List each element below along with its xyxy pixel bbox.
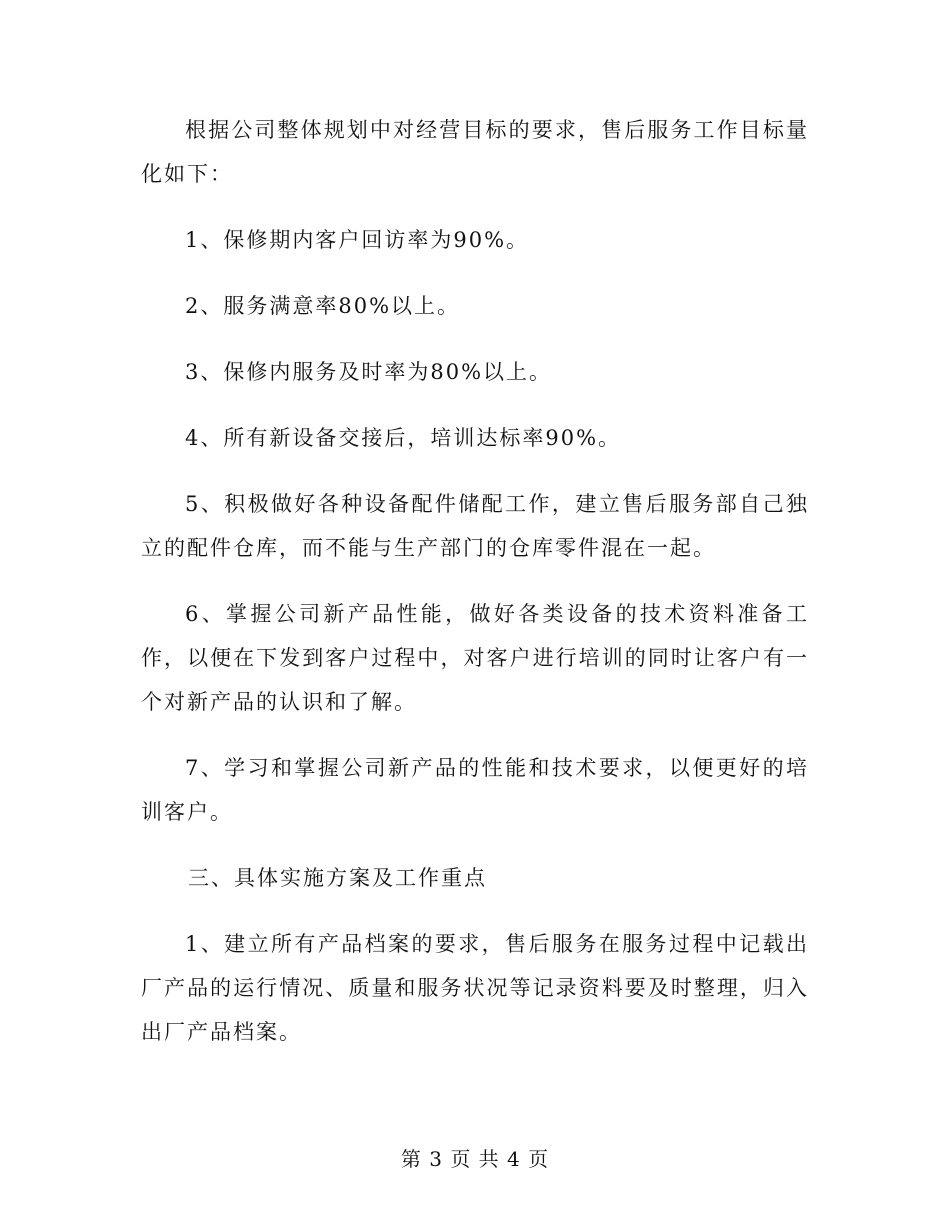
page-footer: 第 3 页 共 4 页: [400, 1147, 550, 1171]
list-item-7: 7、学习和掌握公司新产品的性能和技术要求，以便更好的培训客户。: [141, 756, 809, 824]
list-item-1: 1、保修期内客户回访率为90%。: [185, 228, 530, 252]
list-item-5: 5、积极做好各种设备配件储配工作，建立售后服务部自己独立的配件仓库，而不能与生产部门的仓库零件混在一起。: [141, 492, 809, 560]
section-item-1: 1、建立所有产品档案的要求，售后服务在服务过程中记载出厂产品的运行情况、质量和服务状况等记录资料要及时整理，归入出厂产品档案。: [141, 932, 809, 1044]
document-body: [141, 108, 809, 1076]
list-item-4: 4、所有新设备交接后，培训达标率90%。: [185, 426, 622, 450]
list-item-2: 2、服务满意率80%以上。: [185, 294, 461, 318]
paragraph-intro: 根据公司整体规划中对经营目标的要求，售后服务工作目标量化如下：: [141, 118, 809, 186]
section-heading: 三、具体实施方案及工作重点: [188, 866, 487, 890]
list-item-3: 3、保修内服务及时率为80%以上。: [185, 360, 553, 384]
list-item-6: 6、掌握公司新产品性能，做好各类设备的技术资料准备工作，以便在下发到客户过程中，对客户进行培训的同时让客户有一个对新产品的认识和了解。: [141, 602, 809, 714]
